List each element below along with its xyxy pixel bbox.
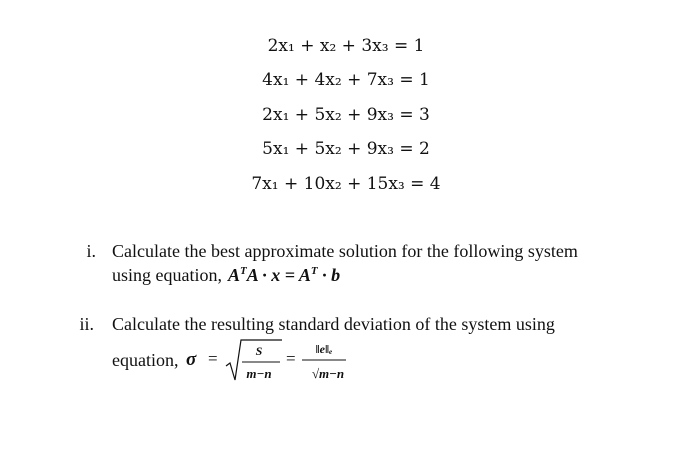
question-1-text: Calculate the best approximate solution for the following system [112, 241, 578, 261]
sigma-symbol: σ [186, 349, 197, 370]
equation-3: 2x₁ + 5x₂ + 9x₃ = 3 [262, 105, 430, 125]
equals-sign-2: = [286, 349, 296, 368]
fraction-1-denominator: m−n [246, 366, 272, 381]
question-2-number: ii. [79, 314, 94, 334]
normal-equation-formula: $A^TA \cdot x = A^T \cdot b$ [228, 265, 341, 285]
equation-system [0, 0, 700, 210]
question-1-equation-prefix: using equation, [112, 265, 222, 285]
fraction-1-numerator: S [255, 344, 263, 358]
question-2-text: Calculate the resulting standard deviation of the system using [112, 314, 555, 334]
std-deviation-formula [186, 336, 356, 386]
equation-4: 5x₁ + 5x₂ + 9x₃ = 2 [262, 139, 430, 159]
fraction-2-denominator: √m−n [311, 366, 345, 381]
fraction-2-numerator: ‖e‖ₑ [315, 342, 333, 356]
question-2-equation-prefix: equation, [112, 350, 179, 370]
equation-1: 2x₁ + x₂ + 3x₃ = 1 [267, 36, 425, 56]
question-1-equation-line [112, 264, 340, 287]
question-1-number: i. [86, 241, 96, 261]
equation-2: 4x₁ + 4x₂ + 7x₃ = 1 [262, 70, 430, 90]
equation-5: 7x₁ + 10x₂ + 15x₃ = 4 [251, 174, 441, 194]
equals-sign: = [208, 349, 218, 368]
